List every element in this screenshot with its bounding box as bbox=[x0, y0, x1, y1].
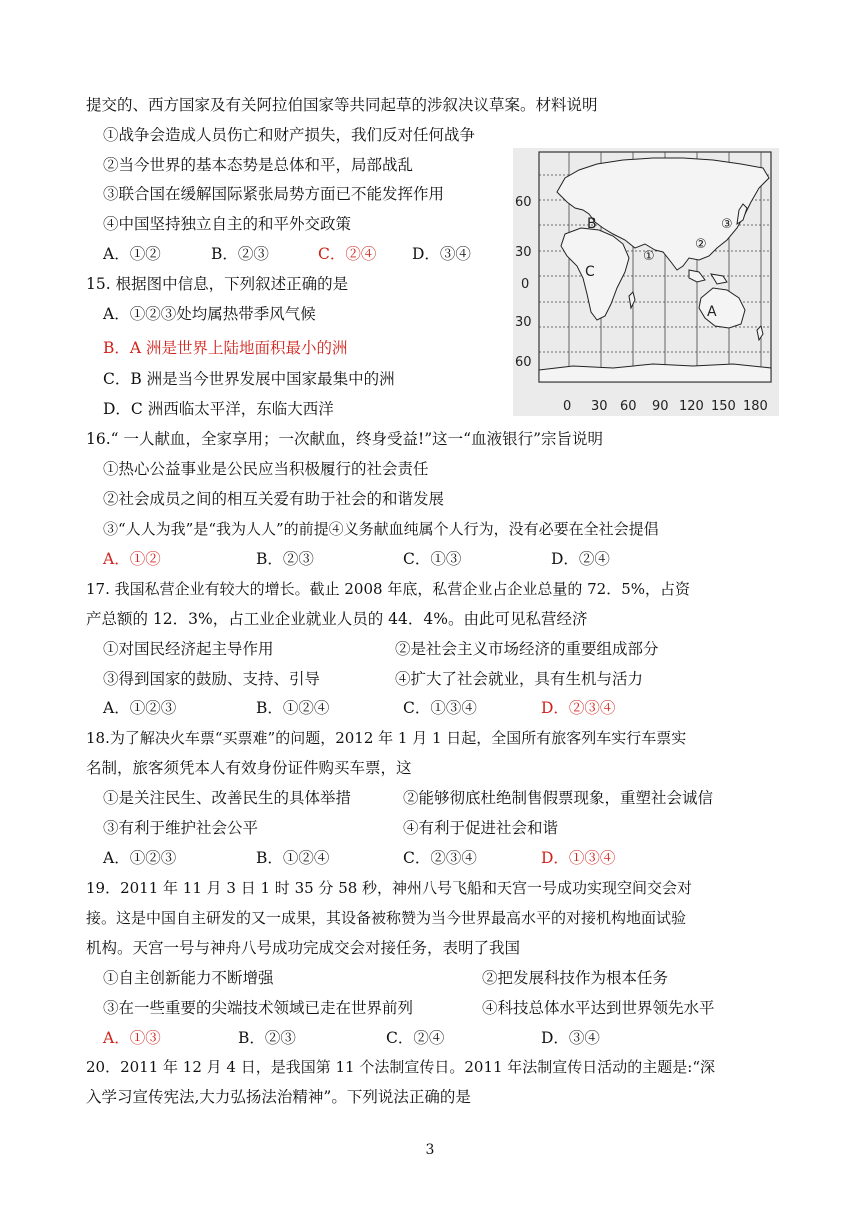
q17-statement-4: ④扩大了社会就业，具有生机与活力 bbox=[395, 670, 644, 688]
q14-option-a: A．①② bbox=[103, 245, 161, 263]
q19-statement-1: ①自主创新能力不断增强 bbox=[103, 969, 274, 987]
q17-statement-3: ③得到国家的鼓励、支持、引导 bbox=[103, 670, 321, 688]
q19-statement-3: ③在一些重要的尖端技术领域已走在世界前列 bbox=[103, 999, 414, 1017]
statement-2: ②当今世界的基本态势是总体和平，局部战乱 bbox=[103, 156, 414, 174]
q18-option-c: C．②③④ bbox=[403, 849, 477, 867]
point-label-3: ③ bbox=[721, 217, 733, 232]
q17-statement-2: ②是社会主义市场经济的重要组成部分 bbox=[395, 640, 659, 658]
q19-option-d: D．③④ bbox=[541, 1029, 600, 1047]
q18-statement-1: ①是关注民生、改善民生的具体举措 bbox=[103, 789, 352, 807]
point-label-2: ② bbox=[695, 237, 707, 252]
q15-option-c: C．B 洲是当今世界发展中国家最集中的洲 bbox=[103, 370, 395, 388]
statement-3: ③联合国在缓解国际紧张局势方面已不能发挥作用 bbox=[103, 185, 445, 203]
q15-option-d: D．C 洲西临太平洋，东临大西洋 bbox=[103, 400, 334, 418]
lon-label-60: 60 bbox=[620, 399, 637, 414]
q17-statement-1: ①对国民经济起主导作用 bbox=[103, 640, 274, 658]
q16-statement-3-4: ③“人人为我”是“我为人人”的前提④义务献血纯属个人行为，没有必要在全社会提倡 bbox=[103, 520, 659, 538]
q18-statement-3: ③有利于维护社会公平 bbox=[103, 819, 259, 837]
question-20-line-1: 20．2011 年 12 月 4 日，是我国第 11 个法制宣传日。2011 年法制宣传日活动的主题是:“深 bbox=[86, 1058, 716, 1076]
lat-label-60s: 60 bbox=[515, 355, 532, 370]
q14-option-d: D．③④ bbox=[412, 245, 471, 263]
q18-option-d-answer: D．①③④ bbox=[541, 849, 616, 867]
q14-option-c-answer: C．②④ bbox=[318, 245, 377, 263]
point-label-1: ① bbox=[643, 249, 655, 264]
text-line: 提交的、西方国家及有关阿拉伯国家等共同起草的涉叙决议草案。材料说明 bbox=[86, 96, 598, 114]
continent-label-b: B bbox=[587, 216, 597, 232]
lon-label-120: 120 bbox=[679, 399, 704, 414]
question-18-line-2: 名制，旅客须凭本人有效身份证件购买车票，这 bbox=[86, 759, 412, 777]
q16-option-a-answer: A．①② bbox=[103, 550, 161, 568]
q16-option-d: D．②④ bbox=[551, 550, 610, 568]
lat-label-60n: 60 bbox=[515, 195, 532, 210]
q19-option-b: B．②③ bbox=[238, 1029, 296, 1047]
q14-option-b: B．②③ bbox=[211, 245, 269, 263]
question-15: 15. 根据图中信息，下列叙述正确的是 bbox=[86, 275, 349, 293]
q17-option-a: A．①②③ bbox=[103, 699, 177, 717]
q18-option-b: B．①②④ bbox=[256, 849, 330, 867]
q18-option-a: A．①②③ bbox=[103, 849, 177, 867]
lon-label-180: 180 bbox=[743, 399, 768, 414]
lon-label-150: 150 bbox=[711, 399, 736, 414]
question-19-line-3: 机构。天宫一号与神舟八号成功完成交会对接任务，表明了我国 bbox=[86, 939, 521, 957]
q16-option-c: C．①③ bbox=[403, 550, 462, 568]
question-17-line-2: 产总额的 12．3%，占工业企业就业人员的 44．4%。由此可见私营经济 bbox=[86, 610, 588, 628]
statement-1: ①战争会造成人员伤亡和财产损失，我们反对任何战争 bbox=[103, 126, 476, 144]
q17-option-d-answer: D．②③④ bbox=[541, 699, 616, 717]
lat-label-30s: 30 bbox=[515, 315, 532, 330]
q17-option-c: C．①③④ bbox=[403, 699, 477, 717]
lon-label-30: 30 bbox=[591, 399, 608, 414]
q18-statement-4: ④有利于促进社会和谐 bbox=[403, 819, 559, 837]
q19-option-a-answer: A．①③ bbox=[103, 1029, 161, 1047]
statement-4: ④中国坚持独立自主的和平外交政策 bbox=[103, 215, 352, 233]
q19-option-c: C．②④ bbox=[386, 1029, 445, 1047]
question-19-line-1: 19．2011 年 11 月 3 日 1 时 35 分 58 秒，神州八号飞船和天宫一号成功实现空间交会对 bbox=[86, 879, 693, 897]
page-number: 3 bbox=[425, 1142, 435, 1158]
antarctica-outline bbox=[539, 364, 771, 382]
q15-option-a: A．①②③处均属热带季风气候 bbox=[103, 305, 316, 323]
question-16: 16.“ 一人献血，全家享用；一次献血，终身受益!”这一“血液银行”宗旨说明 bbox=[86, 430, 604, 448]
continent-label-c: C bbox=[585, 264, 595, 280]
q16-statement-1: ①热心公益事业是公民应当积极履行的社会责任 bbox=[103, 460, 429, 478]
q19-statement-4: ④科技总体水平达到世界领先水平 bbox=[482, 999, 715, 1017]
question-17-line-1: 17. 我国私营企业有较大的增长。截止 2008 年底，私营企业占企业总量的 72．5%，占资 bbox=[86, 580, 690, 598]
question-19-line-2: 接。这是中国自主研发的又一成果，其设备被称赞为当今世界最高水平的对接机构地面试验 bbox=[86, 909, 687, 927]
lat-label-0: 0 bbox=[521, 277, 530, 292]
q17-option-b: B．①②④ bbox=[256, 699, 330, 717]
question-20-line-2: 入学习宣传宪法,大力弘扬法治精神”。下列说法正确的是 bbox=[86, 1088, 471, 1106]
q16-statement-2: ②社会成员之间的相互关爱有助于社会的和谐发展 bbox=[103, 490, 445, 508]
lon-label-90: 90 bbox=[652, 399, 669, 414]
question-18-line-1: 18.为了解决火车票“买票难”的问题，2012 年 1 月 1 日起，全国所有旅客列车实行车票实 bbox=[86, 729, 687, 747]
world-map-figure bbox=[513, 148, 779, 416]
q15-option-b-answer: B．A 洲是世界上陆地面积最小的洲 bbox=[103, 339, 348, 357]
continent-label-a: A bbox=[707, 304, 717, 320]
lon-label-0: 0 bbox=[563, 399, 572, 414]
lat-label-30n: 30 bbox=[515, 245, 532, 260]
q16-option-b: B．②③ bbox=[256, 550, 314, 568]
q19-statement-2: ②把发展科技作为根本任务 bbox=[482, 969, 669, 987]
q18-statement-2: ②能够彻底杜绝制售假票现象，重塑社会诚信 bbox=[403, 789, 714, 807]
